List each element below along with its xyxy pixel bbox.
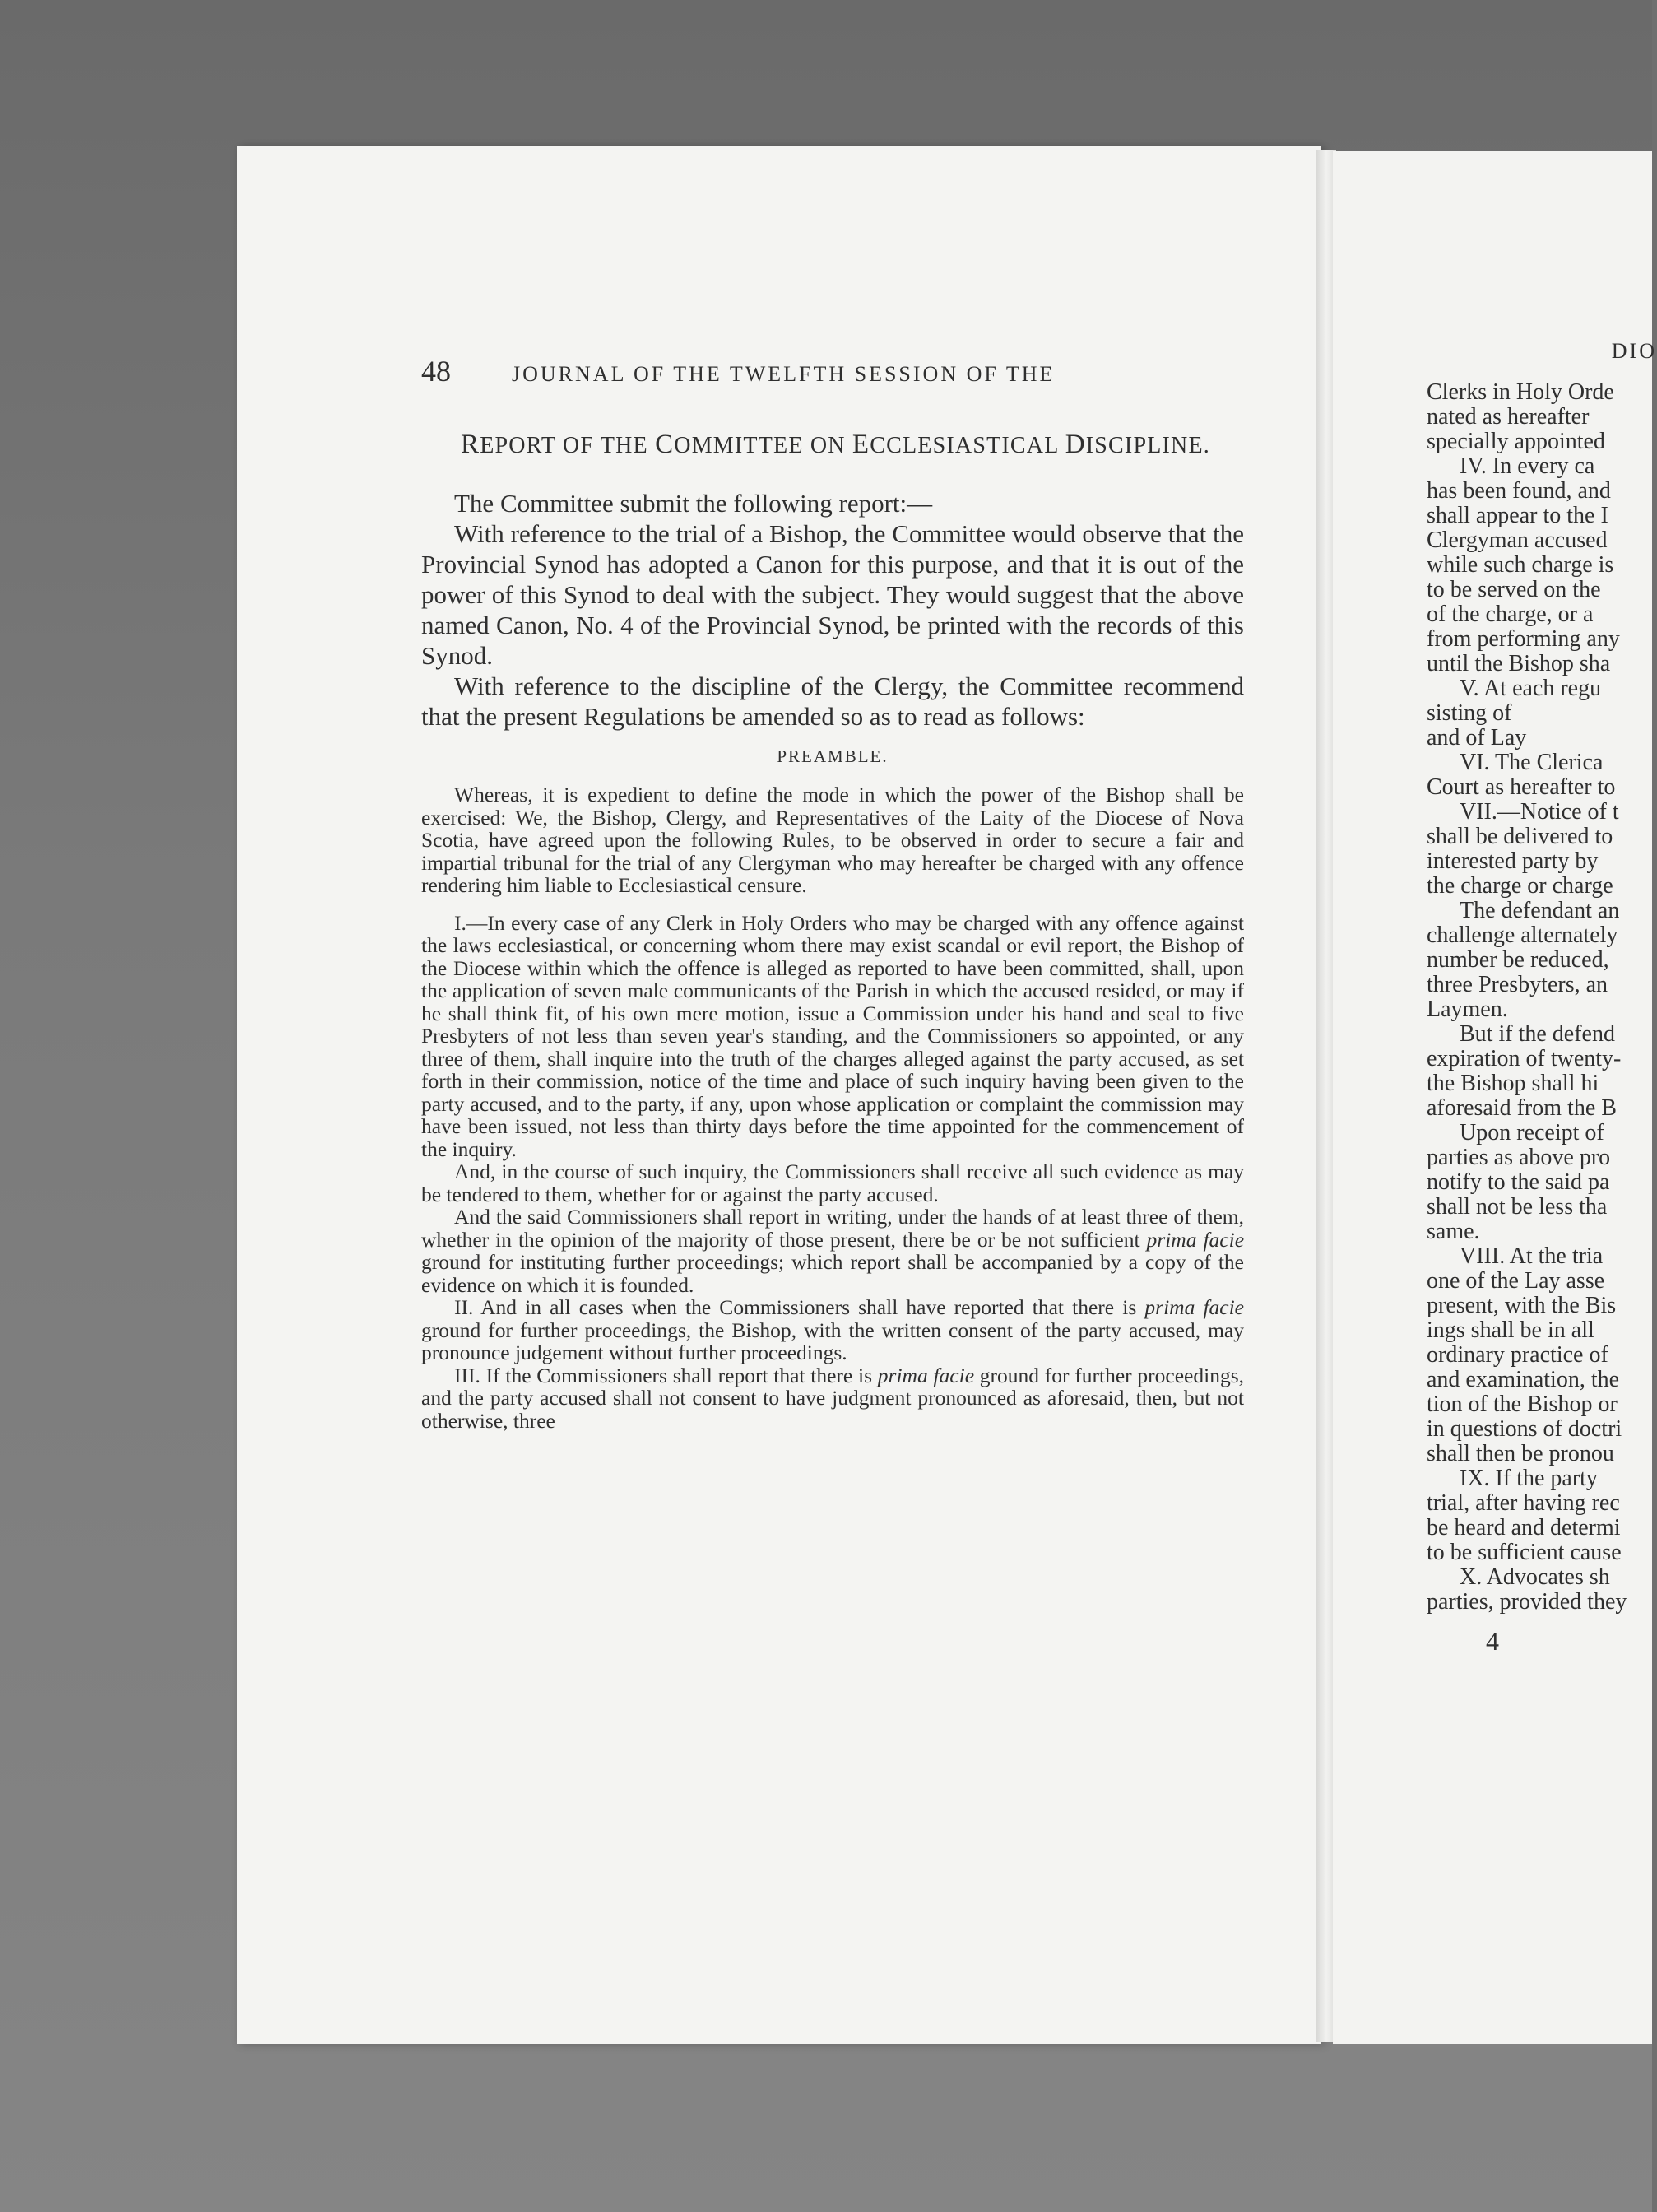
- right-page-lines: [1427, 380, 1657, 1615]
- right-text-line: interested party by: [1427, 848, 1599, 874]
- left-page-text: [421, 354, 1244, 1435]
- right-text-line: while such charge is: [1427, 552, 1614, 578]
- right-text-line: the Bishop shall hi: [1427, 1071, 1599, 1096]
- right-text-line: notify to the said pa: [1427, 1169, 1610, 1195]
- right-running-head: DIO: [1611, 339, 1657, 363]
- preamble-heading: PREAMBLE.: [777, 746, 889, 766]
- right-text-line: aforesaid from the B: [1427, 1095, 1617, 1121]
- right-text-line: Clerks in Holy Orde: [1427, 379, 1614, 405]
- right-text-line: shall not be less tha: [1427, 1194, 1608, 1220]
- right-text-line: shall then be pronou: [1427, 1441, 1614, 1466]
- right-text-line: expiration of twenty-: [1427, 1046, 1622, 1071]
- right-text-line: Laymen.: [1427, 997, 1508, 1022]
- right-text-line: of the charge, or a: [1427, 602, 1594, 627]
- rule-1-report: And the said Commissioners shall report in writing, under the hands of at least three of them, whether in the opinion of the majority of those present, there be or be not sufficient prima facie ground for instituting further proceedings; which report shall be accompanied by a copy of the evidence on which it is founded.: [421, 1205, 1245, 1297]
- right-text-line: V. At each regu: [1460, 676, 1602, 701]
- rule-1: I.—In every case of any Clerk in Holy Orders who may be charged with any offence against the laws ecclesiastical, or concerning whom there may exist scandal or evil report, the Bishop of the Diocese within which the offence is alleged as reported to have been committed, shall, upon the application of seven male communicants of the Parish in which the accused resided, or may if he shall think fit, of his own mere motion, issue a Commission under his hand and seal to five Presbyters of not less than seven year's standing, and the Commissioners so appointed, or any three of them, shall inquire into the truth of the charges alleged against the party accused, as set forth in their commission, notice of the time and place of such inquiry having been given to the party accused, and to the party, if any, upon whose application or complaint the commission may have been issued, not less than thirty days before the time appointed for the commencement of the inquiry.: [421, 910, 1244, 1161]
- right-text-line: in questions of doctri: [1427, 1416, 1622, 1442]
- right-text-line: parties as above pro: [1427, 1145, 1611, 1170]
- rule-3: III. If the Commissioners shall report that there is prima facie ground for further proceedings, and the party accused shall not consent to have judgment pronounced as aforesaid, then, but not otherwise, three: [421, 1363, 1245, 1433]
- right-text-line: IX. If the party: [1460, 1466, 1598, 1491]
- intro-paragraph: With reference to the trial of a Bishop, the Committee would observe that the Provincial Synod has adopted a Canon for this purpose, and that it is out of the power of this Synod to deal with the subject. They would suggest that the above named Canon, No. 4 of the Provincial Synod, be printed with the records of this Synod.: [421, 519, 1244, 670]
- right-text-line: The defendant an: [1460, 898, 1620, 923]
- signature-mark: 4: [1486, 1626, 1499, 1656]
- right-text-line: ings shall be in all: [1427, 1317, 1594, 1343]
- right-text-line: nated as hereafter: [1427, 404, 1590, 430]
- right-text-line: Upon receipt of: [1460, 1120, 1604, 1146]
- right-text-line: VIII. At the tria: [1460, 1243, 1604, 1269]
- right-text-line: has been found, and: [1427, 478, 1611, 504]
- running-title: JOURNAL OF THE TWELFTH SESSION OF THE: [512, 362, 1056, 386]
- right-text-line: VI. The Clerica: [1460, 750, 1604, 775]
- rule-1-evidence: And, in the course of such inquiry, the Commissioners shall receive all such evidence as may be tendered to them, whether for or against the party accused.: [421, 1159, 1244, 1206]
- right-text-line: same.: [1427, 1219, 1480, 1244]
- page-number: 48: [421, 355, 451, 388]
- right-text-line: Clergyman accused: [1427, 527, 1608, 553]
- right-text-line: the charge or charge: [1427, 873, 1613, 899]
- right-text-line: three Presbyters, an: [1427, 972, 1608, 997]
- right-text-line: tion of the Bishop or: [1427, 1392, 1618, 1417]
- right-text-line: challenge alternately: [1427, 922, 1618, 948]
- right-text-line: trial, after having rec: [1427, 1490, 1620, 1516]
- right-text-line: from performing any: [1427, 626, 1620, 652]
- running-head: [421, 354, 1244, 395]
- right-text-line: But if the defend: [1460, 1021, 1615, 1047]
- right-text-line: number be reduced,: [1427, 947, 1609, 973]
- right-text-line: ordinary practice of: [1427, 1342, 1608, 1368]
- right-text-line: until the Bishop sha: [1427, 651, 1611, 676]
- intro-paragraph: With reference to the discipline of the Clergy, the Committee recommend that the present Regulations be amended so as to read as follows:: [421, 672, 1244, 731]
- preamble-paragraph: Whereas, it is expedient to define the mode in which the power of the Bishop shall be exercised: We, the Bishop, Clergy, and Representatives of the Laity of the Diocese of Nova Scotia, have agreed upon the following Rules, to be observed in order to secure a fair and impartial tribunal for the trial of any Clergyman who may hereafter be charged with any offence rendering him liable to Ecclesiastical censure.: [421, 783, 1244, 897]
- rule-2: II. And in all cases when the Commissioners shall have reported that there is prima facie ground for further proceedings, the Bishop, with the written consent of the party accused, may pronounce judgement without further proceedings.: [421, 1295, 1245, 1364]
- right-page-text: [1427, 339, 1657, 1657]
- right-text-line: to be sufficient cause: [1427, 1540, 1622, 1565]
- right-text-line: shall appear to the I: [1427, 503, 1608, 528]
- right-text-line: X. Advocates sh: [1460, 1564, 1610, 1590]
- right-text-line: be heard and determi: [1427, 1515, 1621, 1540]
- right-text-line: and of Lay: [1427, 725, 1527, 750]
- right-text-line: to be served on the: [1427, 577, 1601, 602]
- right-text-line: specially appointed: [1427, 429, 1605, 454]
- report-title: REPORT OF THE COMMITTEE ON ECCLESIASTICAL DISCIPLINE.: [461, 430, 1210, 459]
- right-text-line: and examination, the: [1427, 1367, 1620, 1392]
- right-text-line: Court as hereafter to: [1427, 774, 1616, 800]
- intro-paragraph: The Committee submit the following report:—: [454, 489, 933, 518]
- right-text-line: IV. In every ca: [1460, 453, 1595, 479]
- right-text-line: parties, provided they: [1427, 1589, 1627, 1615]
- report-intro: [421, 488, 1244, 732]
- right-text-line: one of the Lay asse: [1427, 1268, 1605, 1294]
- right-text-line: sisting of: [1427, 700, 1512, 726]
- rules-body: [421, 783, 1244, 1432]
- right-text-line: present, with the Bis: [1427, 1293, 1617, 1318]
- right-text-line: VII.—Notice of t: [1460, 799, 1619, 825]
- right-text-line: shall be delivered to: [1427, 824, 1613, 849]
